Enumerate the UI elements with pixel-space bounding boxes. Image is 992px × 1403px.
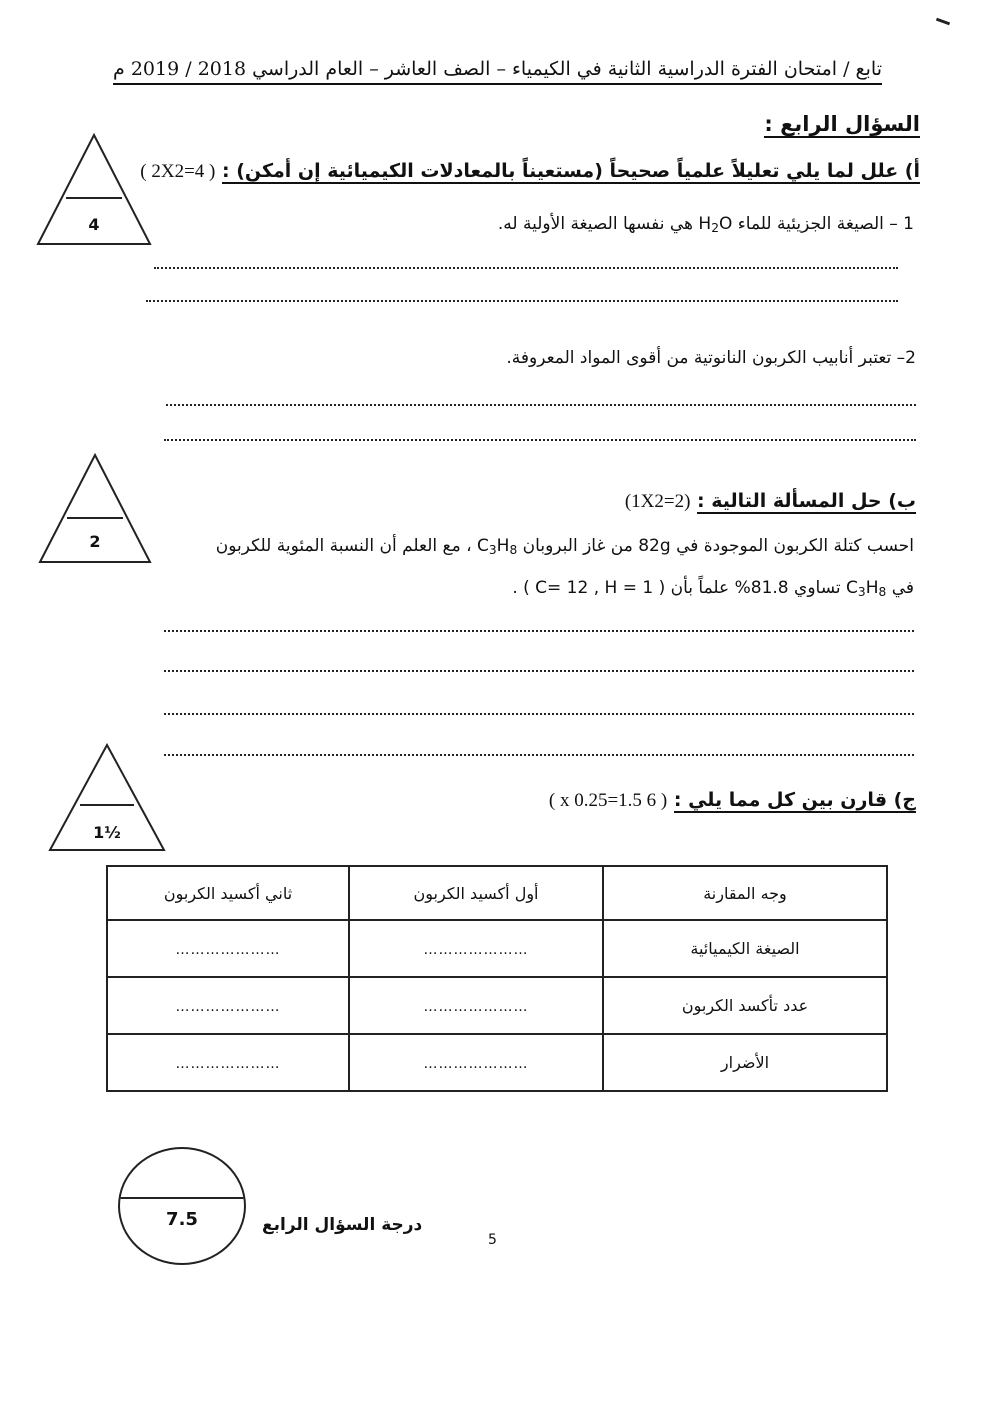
score-a: 4 [88,215,100,234]
answer-line[interactable] [164,630,914,632]
section-a-heading [140,160,920,183]
table-row-label: عدد تأكسد الكربون [603,977,887,1034]
answer-dots: ………………… [423,1056,529,1072]
line-1-pre: احسب كتلة الكربون الموجودة في [670,536,914,556]
page-number: 5 [488,1232,497,1248]
table-header-cell: ثاني أكسيد الكربون [107,866,349,920]
section-a-heading-text: أ) علل لما يلي تعليلاً علمياً صحيحاً (مستعيناً بالمعادلات الكيميائية إن أمكن) : [221,160,920,182]
section-b-heading-text: ب) حل المسألة التالية : [697,490,916,512]
line-2-end: . [512,578,524,598]
propane-formula [477,536,517,556]
score-c: 1½ [93,823,121,842]
formula-c: C [846,578,858,598]
answer-line[interactable] [164,670,914,672]
total-score-circle [118,1147,246,1265]
table-row-label: الأضرار [603,1034,887,1091]
item-1-post: هي نفسها الصيغة الأولية له. [497,214,699,234]
table-row [107,977,887,1034]
answer-line[interactable] [146,300,898,302]
score-b: 2 [89,532,101,551]
score-triangle-c [48,743,166,857]
table-row [107,920,887,977]
water-formula [698,214,732,234]
section-a-item-1 [498,214,914,235]
section-a-marks: ( 2X2=4 ) [140,161,216,182]
formula-h: H [496,536,510,556]
pen-mark [936,18,950,26]
table-row-label: الصيغة الكيميائية [603,920,887,977]
total-score: 7.5 [166,1209,198,1230]
circle-divider [120,1197,244,1199]
table-header-cell: وجه المقارنة [603,866,887,920]
table-header-cell: أول أكسيد الكربون [349,866,603,920]
answer-line[interactable] [154,267,898,269]
line-1-mid: من غاز البروبان [517,536,639,556]
formula-h: H [865,578,879,598]
formula-sub: 2 [711,221,719,236]
formula-c-sub: 3 [857,585,866,600]
formula-h-sub: 8 [509,543,518,558]
score-triangle-a [36,133,152,251]
answer-line[interactable] [164,439,916,441]
propane-mass: 82g [638,536,671,556]
line-2-mid: تساوي 81.8% علماً بأن [665,578,847,598]
answer-dots: ………………… [175,1056,281,1072]
table-answer-cell[interactable] [349,920,603,977]
section-b-marks: (1X2=2) [624,491,691,512]
answer-dots: ………………… [175,942,281,958]
item-1-pre: 1 – الصيغة الجزيئية للماء [732,214,914,234]
question-title: السؤال الرابع : [764,112,920,136]
table-answer-cell[interactable] [107,920,349,977]
section-b-heading [625,490,916,513]
formula-h: H [698,214,712,234]
propane-formula [846,578,886,598]
answer-line[interactable] [164,754,914,756]
page-header: تابع / امتحان الفترة الدراسية الثانية في الكيمياء – الصف العاشر – العام الدراسي 2018 / 2019 م [113,58,882,85]
formula-c-sub: 3 [488,543,497,558]
section-b-line-1 [216,536,914,557]
table-row [107,1034,887,1091]
table-answer-cell[interactable] [107,1034,349,1091]
formula-c: C [477,536,489,556]
table-answer-cell[interactable] [107,977,349,1034]
answer-dots: ………………… [423,999,529,1015]
section-a-item-2: 2– تعتبر أنابيب الكربون النانوتية من أقوى المواد المعروفة. [506,348,916,368]
section-c-marks: ( 6 x 0.25=1.5 ) [548,790,668,811]
line-1-post: ، مع العلم أن النسبة المئوية للكربون [215,536,477,556]
formula-h-sub: 8 [878,585,887,600]
score-triangle-b [38,453,152,569]
section-b-line-2 [512,578,914,599]
formula-o: O [719,214,733,234]
answer-line[interactable] [166,404,916,406]
line-2-pre: في [886,578,914,598]
answer-dots: ………………… [423,942,529,958]
table-header-row [107,866,887,920]
table-answer-cell[interactable] [349,977,603,1034]
section-c-heading [549,789,916,812]
atomic-masses: ( C= 12 , H = 1 ) [523,578,666,598]
comparison-table [106,865,888,1092]
answer-line[interactable] [164,713,914,715]
section-c-heading-text: ج) قارن بين كل مما يلي : [673,789,916,811]
answer-dots: ………………… [175,999,281,1015]
table-answer-cell[interactable] [349,1034,603,1091]
total-score-label: درجة السؤال الرابع [262,1215,423,1235]
